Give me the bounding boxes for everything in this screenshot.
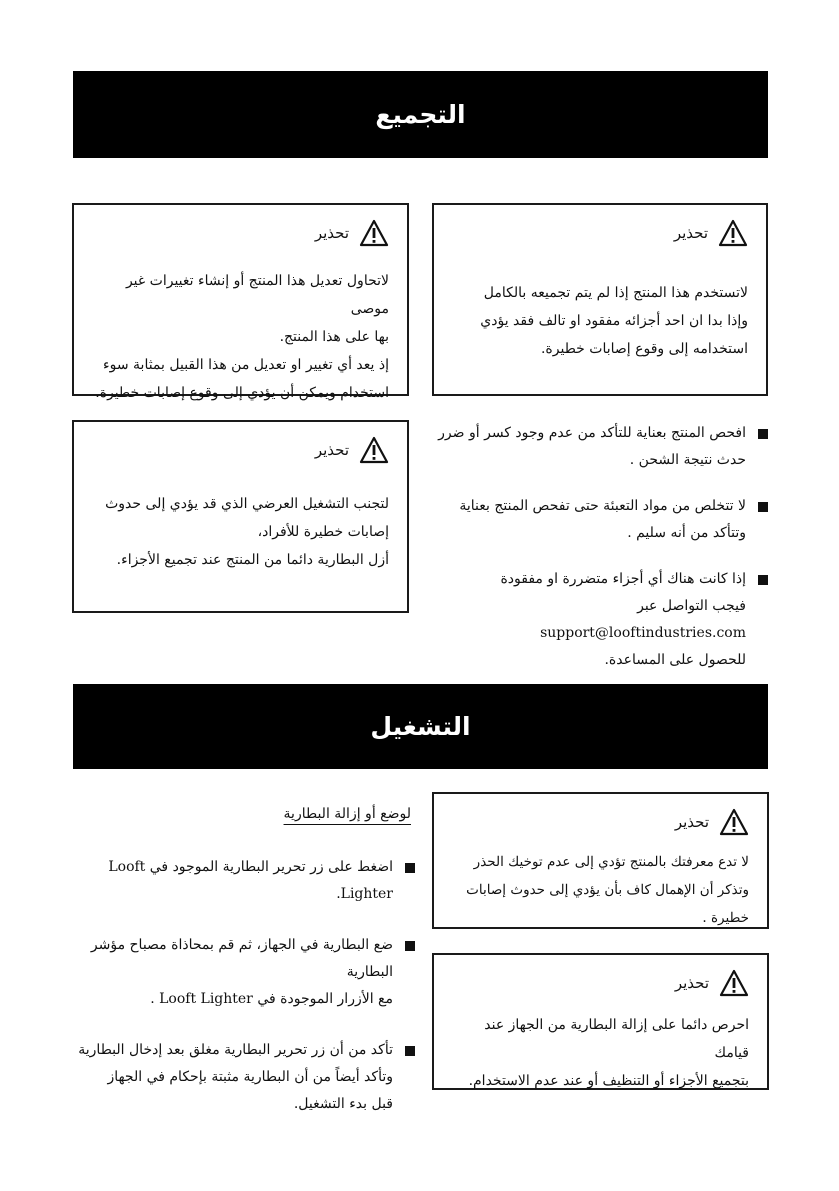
warning-text-line: استخدام ويمكن أن يؤدي إلى وقوع إصابات خطيرة. — [95, 385, 389, 401]
assembly-title-banner — [73, 71, 768, 158]
warning-label: تحذير — [674, 974, 709, 992]
list-item — [436, 493, 768, 547]
list-item-text: فيجب التواصل عبر — [637, 598, 746, 614]
bullet-square-icon — [758, 502, 768, 512]
list-item-text: ضع البطارية في الجهاز، ثم قم بمحاذاة مصباح مؤشر البطارية — [90, 937, 393, 980]
warning-label: تحذير — [673, 224, 708, 242]
list-item — [72, 932, 415, 1013]
list-item — [436, 420, 768, 474]
warning-icon — [719, 969, 749, 997]
list-item-text: لا تتخلص من مواد التعبئة حتى تفحص المنتج بعناية — [459, 498, 746, 514]
warning-icon — [718, 219, 748, 247]
warning-label: تحذير — [314, 441, 349, 459]
bullet-square-icon — [405, 1046, 415, 1056]
list-item-text: تأكد من أن زر تحرير البطارية مغلق بعد إدخال البطارية — [78, 1042, 393, 1058]
assembly-bullet-list — [436, 420, 768, 674]
list-item — [72, 854, 415, 908]
bullet-square-icon — [405, 941, 415, 951]
warning-text-line: بها على هذا المنتج. — [279, 329, 389, 345]
warning-box-complacency — [432, 792, 769, 929]
list-item-text: قبل بدء التشغيل. — [293, 1096, 393, 1112]
warning-box-incomplete-assembly — [432, 203, 768, 396]
warning-text-line: أزل البطارية دائما من المنتج عند تجميع الأجزاء. — [116, 552, 389, 568]
list-item-text: للحصول على المساعدة. — [604, 652, 746, 668]
warning-text-line: وإذا بدا ان احد أجزائه مفقود او تالف فقد يؤدي — [480, 313, 748, 329]
list-item-text: افحص المنتج بعناية للتأكد من عدم وجود كسر أو ضرر — [438, 425, 746, 441]
operation-title-banner — [73, 684, 768, 769]
warning-text-line: استخدامه إلى وقوع إصابات خطيرة. — [540, 341, 748, 357]
bullet-square-icon — [405, 863, 415, 873]
warning-label: تحذير — [674, 813, 709, 831]
warning-box-battery-removal — [432, 953, 769, 1090]
list-item-text: وتتأكد من أنه سليم . — [627, 525, 746, 541]
warning-text-line: لا تدع معرفتك بالمنتج تؤدي إلى عدم توخيك الحذر — [473, 854, 749, 870]
list-item-text: إذا كانت هناك أي أجزاء متضررة او مفقودة — [500, 571, 746, 587]
warning-text-line: احرص دائما على إزالة البطارية من الجهاز عند قيامك — [484, 1017, 749, 1061]
warning-box-accidental-start — [72, 420, 409, 613]
list-item — [436, 566, 768, 674]
warning-text-line: بتجميع الأجزاء أو التنظيف أو عند عدم الاستخدام. — [468, 1073, 749, 1089]
bullet-square-icon — [758, 429, 768, 439]
list-item-text: حدث نتيجة الشحن . — [629, 452, 746, 468]
battery-subtitle: لوضع أو إزالة البطارية — [283, 806, 411, 822]
support-email-link[interactable]: support@looftindustries.com — [540, 625, 746, 641]
warning-text-line: لتجنب التشغيل العرضي الذي قد يؤدي إلى حدوث — [105, 496, 389, 512]
operation-title: التشغيل — [370, 712, 471, 741]
warning-text-line: إصابات خطيرة للأفراد، — [257, 524, 389, 540]
operation-bullet-list — [72, 854, 415, 1118]
bullet-square-icon — [758, 575, 768, 585]
list-item-text: اضغط على زر تحرير البطارية الموجود في Looft Lighter. — [108, 859, 393, 902]
list-item — [72, 1037, 415, 1118]
warning-icon — [359, 436, 389, 464]
warning-text-line: وتذكر أن الإهمال كاف بأن يؤدي إلى حدوث إصابات خطيرة . — [466, 882, 749, 926]
warning-icon — [359, 219, 389, 247]
warning-box-modification — [72, 203, 409, 401]
list-item-text: مع الأزرار الموجودة في Looft Lighter . — [150, 991, 393, 1007]
warning-icon — [719, 808, 749, 836]
warning-label: تحذير — [314, 224, 349, 242]
assembly-title: التجميع — [375, 100, 466, 129]
list-item-text: وتأكد أيضاً من أن البطارية مثبتة بإحكام في الجهاز — [107, 1069, 393, 1085]
warning-text-line: لاتستخدم هذا المنتج إذا لم يتم تجميعه بالكامل — [483, 285, 748, 301]
warning-text-line: لاتحاول تعديل هذا المنتج أو إنشاء تغييرات غير موصى — [125, 273, 389, 317]
warning-text-line: إذ يعد أي تغيير او تعديل من هذا القبيل بمثابة سوء — [103, 357, 389, 373]
